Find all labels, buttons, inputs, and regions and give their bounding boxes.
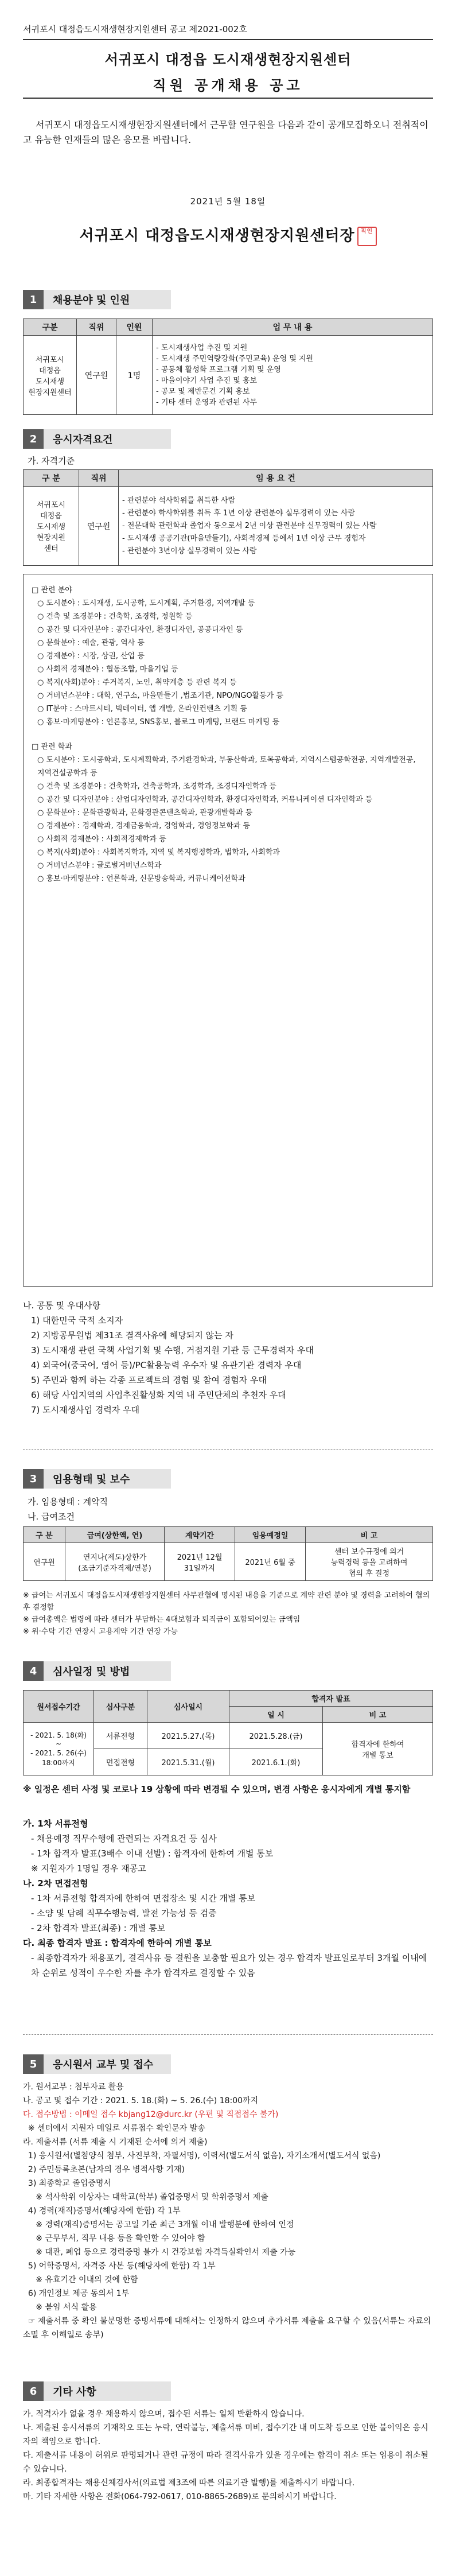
section-4-header — [23, 1661, 171, 1681]
preference-item: 5) 주민과 함께 하는 각종 프로젝트의 경험 및 참여 경험자 우대 — [31, 1375, 267, 1385]
cell-application-period: - 2021. 5. 18(화) ~ - 2021. 5. 26(수) 18:00까지 — [24, 1723, 94, 1775]
major-item: ○ 도시분야 : 도시공학과, 도시계획학과, 주거환경학과, 부동산학과, 토목공학과, 지역시스템공학전공, 지역개발전공, 지역건설공학과 등 — [37, 756, 416, 778]
divider — [23, 2034, 433, 2035]
preference-item: 4) 외국어(중국어, 영어 등)/PC활용능력 우수자 및 유관기관 경력자 우대 — [31, 1360, 302, 1370]
application-line: 라. 제출서류 (서류 제출 시 기재된 순서에 의거 제출) — [23, 2138, 208, 2147]
application-line: 나. 공고 및 접수 기간 : 2021. 5. 18.(화) ~ 5. 26.(수) 18:00까지 — [23, 2096, 259, 2105]
cell-note: 센터 보수규정에 의거 능력경력 등을 고려하여 협의 후 결정 — [306, 1543, 433, 1581]
application-line: ※ 근무부서, 직무 내용 등을 확인할 수 있어야 함 — [23, 2234, 205, 2243]
cell-period: 2021년 12월 31일까지 — [165, 1543, 235, 1581]
th-count: 인원 — [116, 319, 153, 336]
preference-item: 7) 도시재생사업 경력자 우대 — [31, 1405, 140, 1415]
section-number: 4 — [23, 1661, 44, 1681]
th-screening-date: 심사일시 — [147, 1691, 229, 1723]
field-item: ○ 건축 및 조경분야 : 건축학, 조경학, 정원학 등 — [37, 612, 193, 621]
related-fields-box — [23, 574, 433, 1287]
step-heading: 다. 최종 합격자 발표 : 합격자에 한하여 개별 통보 — [23, 1938, 212, 1948]
application-line: 가. 원서교부 : 첨부자료 활용 — [23, 2082, 124, 2092]
cell-salary: 연지나(제도)상한가 (조금기준자격제/연봉) — [65, 1543, 165, 1581]
application-details — [23, 2080, 433, 2342]
cell-duties — [153, 336, 433, 415]
step-item: - 1차 합격자 발표(3배수 이내 선발) : 합격자에 한하여 개별 통보 — [31, 1848, 274, 1859]
section-number: 5 — [23, 2054, 44, 2074]
issuer-name — [0, 224, 456, 246]
document-number: 서귀포시 대정읍도시재생현장지원센터 공고 제2021-002호 — [23, 24, 247, 34]
official-seal: 직인 — [357, 227, 377, 246]
requirement-item: - 도시재생 공공기관(마을만들기), 사회적경제 등에서 1년 이상 근무 경험자 — [122, 534, 366, 543]
application-line: 4) 경력(재직)증명서(해당자에 한함) 각 1부 — [23, 2206, 181, 2216]
application-line: 5) 어학증명서, 자격증 사본 등(해당자에 한함) 각 1부 — [23, 2262, 216, 2271]
cell-results-date: 2021.6.1.(화) — [229, 1749, 323, 1775]
preferences-heading: 나. 공통 및 우대사항 — [23, 1300, 100, 1311]
section-label: 임용형태 및 보수 — [44, 1469, 171, 1489]
announcement-date: 2021년 5월 18일 — [190, 196, 266, 207]
field-item: ○ 도시분야 : 도시재생, 도시공학, 도시계획, 주거환경, 지역개발 등 — [37, 599, 255, 608]
th-requirements: 임 용 요 건 — [119, 470, 433, 487]
th-note: 비 고 — [306, 1527, 433, 1543]
cell-division: 서귀포시 대정읍 도시재생 현장지원 센터 — [24, 487, 79, 566]
preferences-list — [23, 1313, 433, 1417]
major-item: ○ 건축 및 조경분야 : 건축학과, 건축공학과, 조경학과, 조경디자인학과 등 — [37, 782, 276, 791]
section-label: 응시원서 교부 및 접수 — [44, 2054, 171, 2074]
section-6-header — [23, 2381, 171, 2401]
common-preferences — [23, 1298, 433, 1417]
other-details — [23, 2407, 433, 2504]
major-item: ○ 거버넌스분야 : 글로벌거버넌스학과 — [37, 861, 162, 870]
salary-subtitle: 나. 급여조건 — [28, 1512, 75, 1522]
employment-type: 가. 임용형태 : 계약직 — [28, 1497, 108, 1507]
section-label: 심사일정 및 방법 — [44, 1661, 171, 1681]
application-line: ※ 유효기간 이내의 것에 한함 — [23, 2275, 138, 2284]
th-screening-type: 심사구분 — [94, 1691, 147, 1723]
divider — [23, 1449, 433, 1450]
major-item: ○ 공간 및 디자인분야 : 산업디자인학과, 공간디자인학과, 환경디자인학과, 커뮤니케이션 디자인학과 등 — [37, 795, 373, 804]
related-fields-list — [32, 597, 424, 729]
application-line: ※ 대관, 폐업 등으로 경력증명 불가 시 건강보험 자격득실확인서 제출 가능 — [23, 2248, 296, 2257]
qualification-table — [23, 469, 433, 566]
salary-notes — [23, 1590, 433, 1638]
application-line: 1) 응시원서(별첨양식 첨부, 사진부착, 자필서명), 이력서(별도서식 없음), 자기소개서(별도서식 없음) — [23, 2151, 381, 2161]
th-position: 직위 — [79, 470, 119, 487]
major-item: ○ 홍보·마케팅분야 : 언론학과, 신문방송학과, 커뮤니케이션학과 — [37, 875, 245, 883]
qualification-subtitle: 가. 자격기준 — [28, 456, 75, 466]
title-line-1: 서귀포시 대정읍 도시재생현장지원센터 — [104, 52, 352, 68]
preference-item: 6) 해당 사업지역의 사업추진활성화 지역 내 주민단체의 추천자 우대 — [31, 1390, 286, 1400]
positions-table — [23, 318, 433, 415]
step-item: - 소양 및 담례 직무수행능력, 발전 가능성 등 검증 — [31, 1908, 217, 1918]
title-line-2: 직원 공개채용 공고 — [153, 77, 303, 94]
application-line: 6) 개인정보 제공 동의서 1부 — [23, 2289, 130, 2298]
requirement-item: - 관련분야 3년이상 실무경력이 있는 사람 — [122, 546, 257, 555]
th-division: 구 분 — [24, 470, 79, 487]
cell-count: 1명 — [116, 336, 153, 415]
other-line: 마. 기타 자세한 사항은 전화(064-792-0617, 010-8865-2689)로 문의하시기 바랍니다. — [23, 2492, 337, 2501]
field-item: ○ 공간 및 디자인분야 : 공간디자인, 환경디자인, 공공디자인 등 — [37, 625, 243, 634]
step-heading: 가. 1차 서류전형 — [23, 1819, 88, 1829]
salary-note: ※ 급여는 서귀포시 대정읍도시재생현장지원센터 사무관협에 명시된 내용을 기준으로 계약 관련 분야 및 경력을 고려하여 협의 후 결정함 — [23, 1591, 430, 1612]
fields-heading: □ 관련 분야 — [32, 586, 72, 595]
th-results-note: 비 고 — [323, 1707, 433, 1723]
salary-table — [23, 1526, 433, 1581]
step-heading: 나. 2차 면접전형 — [23, 1878, 88, 1889]
duty-item: - 도시재생 주민역량강화(주민교육) 운영 및 지원 — [156, 354, 314, 363]
cell-screening-date: 2021.5.27.(목) — [147, 1723, 229, 1749]
screening-steps — [23, 1816, 433, 1980]
step-item: - 1차 서류전형 합격자에 한하여 면접장소 및 시간 개별 통보 — [31, 1893, 256, 1903]
cell-screening-type: 서류전형 — [94, 1723, 147, 1749]
step-item: - 최종합격자가 채용포기, 결격사유 등 결원을 보충할 필요가 있는 경우 합격자 발표일로부터 3개월 이내에 차 순위로 성적이 우수한 자를 추가 합격자로 결정할 수 있음 — [31, 1953, 427, 1978]
requirement-item: - 관련분야 학사학위를 취득 후 1년 이상 관련분야 실무경력이 있는 사람 — [122, 508, 355, 518]
th-division: 구분 — [24, 319, 77, 336]
th-duties: 업 무 내 용 — [153, 319, 433, 336]
cell-start-date: 2021년 6월 중 — [235, 1543, 306, 1581]
application-line: ※ 센터에서 지원자 메일로 서류접수 확인문자 발송 — [23, 2124, 205, 2133]
th-start-date: 임용예정일 — [235, 1527, 306, 1543]
duty-item: - 공동체 활성화 프로그램 기획 및 운영 — [156, 365, 281, 374]
section-label: 채용분야 및 인원 — [44, 290, 171, 309]
duty-item: - 기타 센터 운영과 관련된 사무 — [156, 398, 258, 407]
section-5-header — [23, 2054, 171, 2074]
majors-heading: □ 관련 학과 — [32, 743, 72, 751]
cell-division: 서귀포시 대정읍 도시재생 현장지원센터 — [24, 336, 77, 415]
th-period: 계약기간 — [165, 1527, 235, 1543]
application-line: 3) 최종학교 졸업증명서 — [23, 2179, 111, 2188]
section-number: 3 — [23, 1469, 44, 1489]
salary-note: ※ 위·수탁 기간 연장시 고용계약 기간 연장 가능 — [23, 1627, 178, 1636]
schedule-table — [23, 1690, 433, 1775]
intro-paragraph: 서귀포시 대정읍도시재생현장지원센터에서 근무할 연구원을 다음과 같이 공개모집하오니 전취적이고 유능한 인재들의 많은 응모를 바랍니다. — [23, 119, 428, 145]
major-item: ○ 문화분야 : 문화관광학과, 문화경관콘텐츠학과, 관광개발학과 등 — [37, 809, 253, 817]
salary-note: ※ 급여총액은 법령에 따라 센터가 부담하는 4대보험과 퇴직금이 포함되어있는 금액임 — [23, 1615, 301, 1624]
cell-screening-type: 면접전형 — [94, 1749, 147, 1775]
step-item: - 2차 합격자 발표(최종) : 개별 통보 — [31, 1923, 166, 1933]
major-item: ○ 경제분야 : 경제학과, 경제금융학과, 경영학과, 경영정보학과 등 — [37, 822, 250, 830]
field-item: ○ 문화분야 : 예술, 관광, 역사 등 — [37, 639, 145, 647]
cell-position: 연구원 — [79, 487, 119, 566]
cell-results-note: 합격자에 한하여 개별 통보 — [323, 1723, 433, 1775]
cell-division: 연구원 — [24, 1543, 65, 1581]
duty-item: - 도시재생사업 추진 및 지원 — [156, 343, 248, 352]
section-1-header — [23, 290, 171, 309]
cell-screening-date: 2021.5.31.(월) — [147, 1749, 229, 1775]
cell-position: 연구원 — [77, 336, 116, 415]
other-line: 다. 제출서류 내용이 허위로 판명되거나 관련 규정에 따라 결격사유가 있을 경우에는 합격이 취소 또는 임용이 취소될 수 있습니다. — [23, 2451, 428, 2474]
related-majors-list — [32, 753, 424, 885]
th-salary: 급여(상한액, 연) — [65, 1527, 165, 1543]
step-item: ※ 지원자가 1명일 경우 재공고 — [31, 1863, 146, 1874]
section-label: 응시자격요건 — [44, 429, 171, 449]
other-line: 가. 적격자가 없을 경우 채용하지 않으며, 접수된 서류는 일체 반환하지 않습니다. — [23, 2410, 305, 2419]
section-number: 1 — [23, 290, 44, 309]
th-position: 직위 — [77, 319, 116, 336]
section-2-header — [23, 429, 171, 449]
cell-results-date: 2021.5.28.(금) — [229, 1723, 323, 1749]
requirement-item: - 전문대학 관련학과 졸업자 동으로서 2년 이상 관련분야 실무경력이 있는 사람 — [122, 521, 377, 530]
other-line: 나. 제출된 응시서류의 기재착오 또는 누락, 연락불능, 제출서류 미비, 접수기간 내 미도착 등으로 인한 불이익은 응시자의 책임으로 합니다. — [23, 2423, 428, 2446]
cell-requirements — [119, 487, 433, 566]
application-line: 다. 접수방법 : 이메일 접수 kbjang12@durc.kr (우편 및 직접접수 불가) — [23, 2110, 279, 2119]
application-line: 2) 주민등록초본(남자의 경우 병적사항 기재) — [23, 2165, 185, 2174]
preference-item: 1) 대한민국 국적 소지자 — [31, 1315, 123, 1326]
requirement-item: - 관련분야 석사학위를 취득한 사람 — [122, 496, 236, 505]
duty-item: - 공모 및 제반문건 기획 홍보 — [156, 387, 250, 396]
other-line: 라. 최종합격자는 채용신체검사서(의료법 제3조에 따른 의료기관 발행)를 제출하시기 바랍니다. — [23, 2478, 355, 2488]
section-number: 2 — [23, 429, 44, 449]
major-item: ○ 복지(사회)분야 : 사회복지학과, 지역 및 복지행정학과, 법학과, 사회학과 — [37, 848, 280, 857]
th-division: 구 분 — [24, 1527, 65, 1543]
preference-item: 2) 지방공무원법 제31조 결격사유에 해당되지 않는 자 — [31, 1330, 233, 1341]
field-item: ○ 홍보·마케팅분야 : 언론홍보, SNS홍보, 블로그 마케팅, 브랜드 마케팅 등 — [37, 718, 280, 726]
schedule-warning: ※ 일정은 센터 사정 및 코로나 19 상황에 따라 변경될 수 있으며, 변경 사항은 응시자에게 개별 통지함 — [23, 1784, 411, 1794]
field-item: ○ 사회적 경제분야 : 협동조합, 마을기업 등 — [37, 665, 178, 674]
field-item: ○ 거버넌스분야 : 대학, 연구소, 마을만들기 ,법조기관, NPO/NGO활동가 등 — [37, 691, 283, 700]
section-number: 6 — [23, 2381, 44, 2401]
application-line: ※ 석사학위 이상자는 대학교(학부) 졸업증명서 및 학위증명서 제출 — [23, 2193, 268, 2202]
title-box — [23, 39, 433, 99]
major-item: ○ 사회적 경제분야 : 사회적경제학과 등 — [37, 835, 166, 844]
th-results: 합격자 발표 — [229, 1691, 433, 1707]
application-line: ※ 붙임 서식 활용 — [23, 2303, 97, 2312]
preference-item: 3) 도시재생 관련 국책 사업기획 및 수행, 거점지원 기관 등 근무경력자 우대 — [31, 1345, 314, 1355]
step-item: - 채용예정 직무수행에 관련되는 자격요건 등 심사 — [31, 1833, 217, 1844]
th-application-period: 원서접수기간 — [24, 1691, 94, 1723]
application-line: ☞ 제출서류 중 확인 불분명한 증빙서류에 대해서는 인정하지 않으며 추가서류 제출을 요구할 수 있음(서류는 자료의 소멸 후 이해일로 송부) — [23, 2317, 434, 2340]
section-3-header — [23, 1469, 171, 1489]
issuer-text: 서귀포시 대정읍도시재생현장지원센터장 — [79, 227, 355, 244]
field-item: ○ 복지(사회)분야 : 주거복지, 노인, 취약계층 등 관련 복지 등 — [37, 678, 237, 687]
section-label: 기타 사항 — [44, 2381, 171, 2401]
field-item: ○ 경제분야 : 시장, 상권, 산업 등 — [37, 652, 145, 660]
field-item: ○ IT분야 : 스마트시티, 빅데이터, 앱 개발, 온라인컨텐츠 기획 등 — [37, 705, 247, 713]
th-results-date: 일 시 — [229, 1707, 323, 1723]
duty-item: - 마을이야기 사업 추진 및 홍보 — [156, 376, 258, 385]
application-line: ※ 경력(재직)증명서는 공고일 기준 최근 3개월 이내 발행분에 한하여 인정 — [23, 2220, 294, 2229]
